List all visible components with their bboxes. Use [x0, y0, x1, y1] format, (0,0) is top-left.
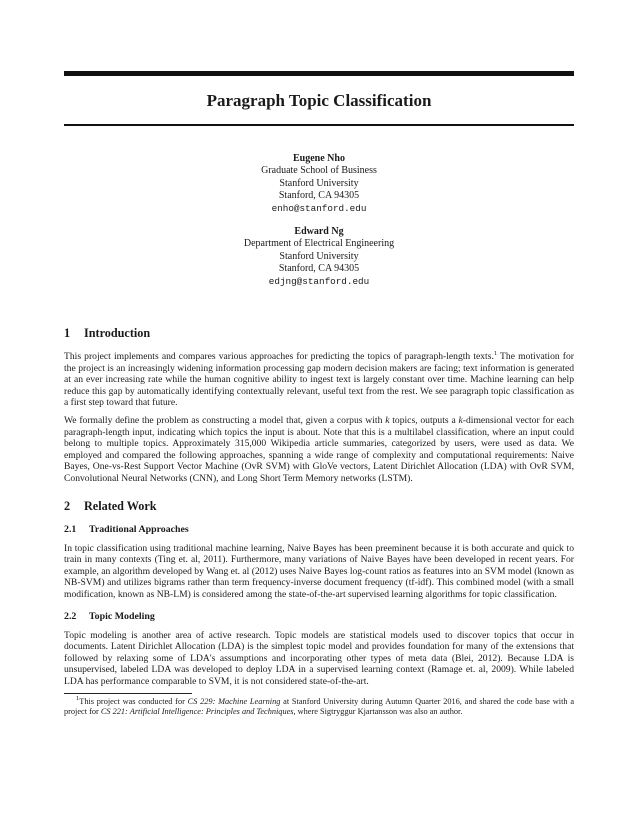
section-title: Related Work	[84, 498, 157, 513]
intro-paragraph-1	[64, 351, 574, 409]
traditional-paragraph: In topic classification using traditional machine learning, Naive Bayes has been preeminent because it is both accurate and quick to train in many contexts (Ting et. al, 2011). Furthermore, many variations of Naive Bayes have been developed in recent years. For example, an algorithm developed by Wang et. al (2012) uses Naive Bayes log-count ratios as features into an SVM model (known as NB-SVM) and utilizes bigrams rather than term frequency-inverse document frequency (tf-idf). This combined model (with a small modification, known as NB-LM) is considered among the state-of-the-art supervised learning algorithms for topic classification.	[64, 542, 574, 600]
author-block	[64, 153, 574, 299]
author-1	[64, 153, 574, 215]
footnote-text: at Stanford University during Autumn Quarter 2016, and shared the code base with a project for	[64, 697, 574, 717]
paragraph-text: -dimensional vector for each paragraph-length input, indicating which topics the input is about. Note that this is a multilabel classification, where an input could belong to multiple topics. Approximately 315,000 Wikipedia article summaries, categorized by users, were used as data. We employed and compared the following approaches, spanning a wide range of complexity and computational requirements: Naive Bayes, One-vs-Rest Support Vector Machine (OvR SVM) with GloVe vectors, Latent Dirichlet Allocation (LDA) with OvR SVM, Convolutional Neural Networks (CNN), and Long Short Term Memory networks (LSTM).	[64, 414, 575, 484]
footnote-mark: 1	[493, 349, 498, 357]
subsection-number: 2.2	[64, 610, 77, 622]
paragraph-text: topics, outputs a	[389, 414, 459, 426]
paragraph-text: This project implements and compares various approaches for predicting the topics of paragraph-length texts.	[64, 351, 494, 362]
section-title: Introduction	[84, 326, 151, 340]
math-variable: k	[458, 414, 463, 426]
footnote-mark: 1	[76, 695, 80, 703]
author-name: Edward Ng	[294, 226, 344, 238]
author-university: Stanford University	[279, 177, 359, 189]
paper-body	[64, 326, 574, 717]
subsection-heading-topic-modeling	[64, 611, 574, 623]
footnote-course: CS 221: Artificial Intelligence: Principles and Techniques	[100, 707, 294, 717]
author-email: enho@stanford.edu	[271, 202, 367, 214]
author-location: Stanford, CA 94305	[278, 263, 360, 275]
author-affiliation: Graduate School of Business	[261, 165, 377, 177]
subsection-title: Traditional Approaches	[89, 523, 189, 535]
topic-modeling-paragraph: Topic modeling is another area of active research. Topic models are statistical models used to discover topics that occur in documents. Latent Dirichlet Allocation (LDA) is the simplest topic model and provides foundation for many of the extensions that followed by relaxing some of LDA's assumptions and incorporating other types of meta data (Blei, 2012). Because LDA is unsupervised, labeled LDA was developed to deploy LDA in a supervised learning context (Ramage et. al, 2009). While labeled LDA has performance comparable to SVM, it is not considered state-of-the-art.	[64, 629, 574, 687]
footnote-text: , where Sigtryggur Kjartansson was also an author.	[293, 707, 463, 717]
title-bottom-rule	[64, 124, 574, 126]
intro-paragraph-2	[64, 415, 574, 485]
author-name: Eugene Nho	[293, 153, 345, 164]
section-number: 1	[64, 326, 71, 340]
paragraph-text: We formally define the problem as constructing a model that, given a corpus with	[64, 414, 386, 426]
math-variable: k	[385, 414, 390, 426]
author-email: edjng@stanford.edu	[268, 275, 370, 287]
author-university: Stanford University	[279, 250, 359, 262]
footnote-text: This project was conducted for	[79, 697, 188, 707]
section-heading-related-work	[64, 499, 574, 514]
author-affiliation: Department of Electrical Engineering	[243, 238, 395, 250]
subsection-heading-traditional	[64, 524, 574, 536]
footnote	[64, 697, 574, 717]
section-number: 2	[64, 498, 71, 513]
subsection-title: Topic Modeling	[89, 610, 155, 622]
author-2	[64, 226, 574, 288]
title-top-rule	[64, 71, 574, 76]
author-location: Stanford, CA 94305	[278, 190, 360, 202]
paragraph-text: The motivation for the project is an increasingly widening information processing gap modern decision makers are facing; text information is generated at an ever increasing rate while the human cognitive ability to ingest text is largely constant over time. Machine learning can help reduce this gap by automatically identifying contextually relevant, useful text from the rest. We see paragraph topic classification as a first step toward that future.	[64, 351, 574, 409]
footnote-rule	[64, 693, 192, 694]
subsection-number: 2.1	[64, 523, 77, 535]
paper-title: Paragraph Topic Classification	[206, 91, 432, 110]
section-heading-introduction	[64, 326, 574, 341]
footnote-course: CS 229: Machine Learning	[187, 697, 281, 707]
